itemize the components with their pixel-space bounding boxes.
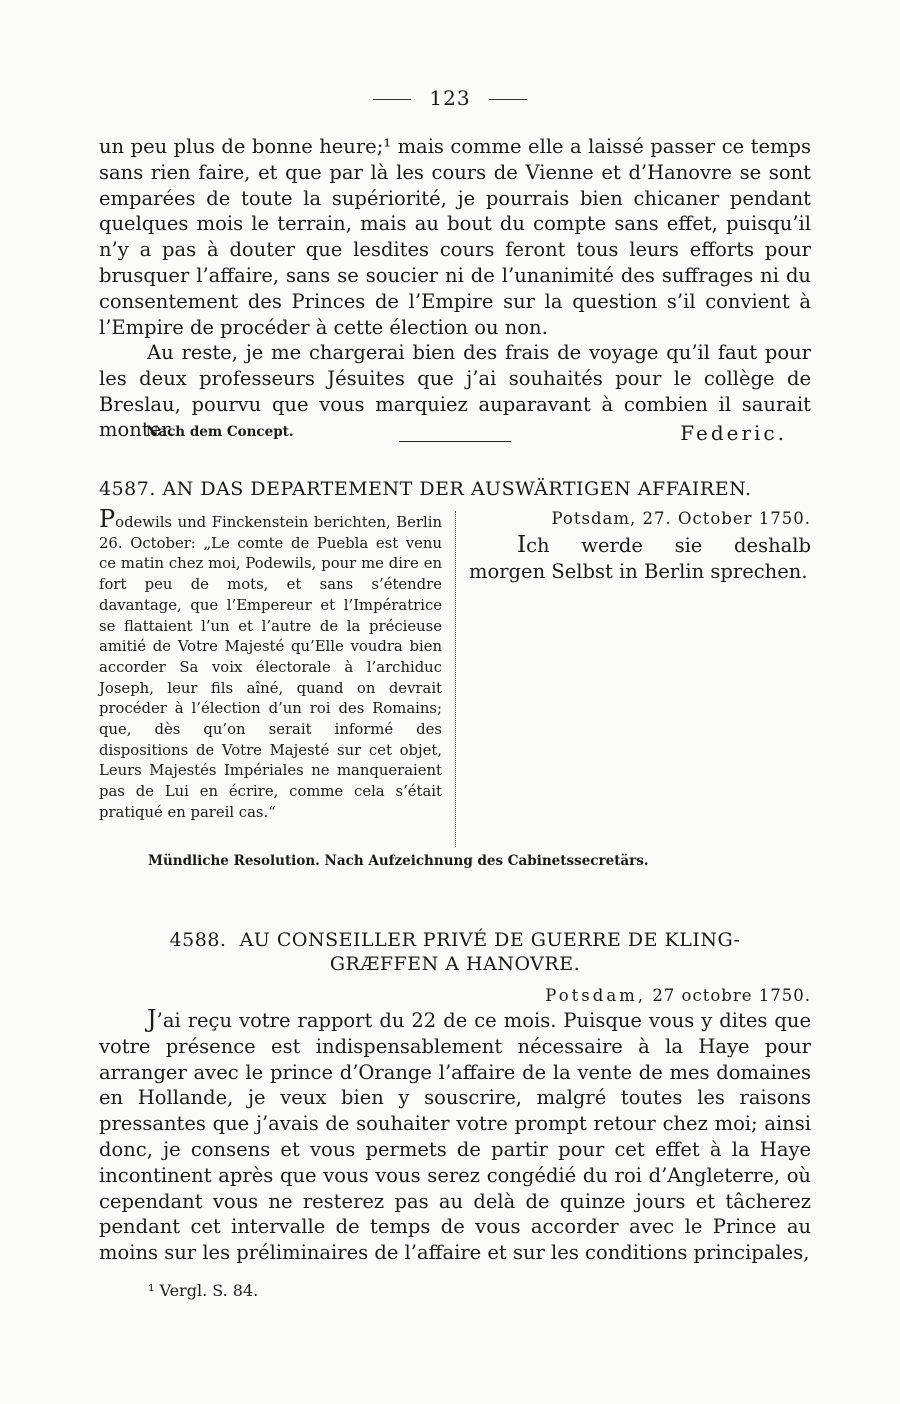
letter-4587-heading xyxy=(99,478,811,500)
report-summary: Podewils und Finckenstein berichten, Berlin 26. October: „Le comte de Puebla est venu ce matin chez moi, Podewils, pour me dire en fort peu de mots, et sans s’étendre davantage, que l’Empereur et l’Impératrice se flattaient l’un et l’autre de la précieuse amitié de Votre Majesté qu’Elle voudra bien accorder Sa voix électorale à l’archiduc Joseph, leur fils aîné, quand on devrait procéder à l’élection d’un roi des Romains; que, dès qu’on serait informé des dispositions de Votre Majesté sur cet objet, Leurs Majestés Impériales ne manqueraient pas de Lui en écrire, comme cela s’était pratiqué en pareil cas.“ xyxy=(99,505,442,821)
page-number: 123 xyxy=(429,86,471,110)
letter-4588-heading xyxy=(99,928,811,976)
resolution-text: Ich werde sie deshalb morgen Selbst in Berlin sprechen. xyxy=(469,532,811,583)
letter-closing xyxy=(99,421,811,447)
letter-4588-body: J’ai reçu votre rapport du 22 de ce mois. Puisque vous y dites que votre présence est indispensablement nécessaire à la Haye pour arranger avec le prince d’Orange l’affaire de la vente de mes domaines en Hollande, je veux bien y souscrire, malgré toutes les raisons pressantes que j’avais de souhaiter votre prompt retour chez moi; ainsi donc, je consens et vous permets de partir pour cet effet à la Haye incontinent après que vous vous serez congédié du roi d’Angleterre, où cependant vous ne resterez pas au delà de quinze jours et tâcherez pendant cet intervalle de temps de vous accorder avec le Prince au moins sur les préliminaires de l’affaire et sur les conditions principales, xyxy=(99,1005,811,1265)
title-line-2: GRÆFFEN A HANOVRE. xyxy=(329,953,581,975)
body-dropcap: J xyxy=(147,1005,157,1033)
footnote: ¹ Vergl. S. 84. xyxy=(148,1281,259,1300)
paragraph-1: un peu plus de bonne heure;¹ mais comme elle a laissé passer ce temps sans rien faire, et que par là les cours de Vienne et d’Hanovre se sont emparées de toute la supériorité, je pourrais bien chicaner pendant quelques mois le terrain, mais au bout du compte sans effet, puisqu’il n’y a pas à douter que lesdites cours feront tous leurs efforts pour brusquer l’affaire, sans se soucier ni de l’unanimité des suffrages ni du consentement des Princes de l’Empire sur la question s’il convient à l’Empire de procéder à cette élection ou non. xyxy=(99,135,811,339)
resolution-column xyxy=(469,509,811,585)
summary-dropcap: P xyxy=(99,505,116,533)
source-note: Mündliche Resolution. Nach Aufzeichnung des Cabinetssecretärs. xyxy=(148,853,649,869)
paragraph-2: Au reste, je me chargerai bien des frais de voyage qu’il faut pour les deux professeurs Jésuites que j’ai souhaités pour le collège de Breslau, pourvu que vous marquiez auparavant à combien il saurait monter. xyxy=(99,341,811,442)
signature: Federic. xyxy=(680,421,787,445)
dotted-divider xyxy=(455,511,456,847)
letter-title: AN DAS DEPARTEMENT DER AUSWÄRTIGEN AFFAIREN. xyxy=(162,478,752,500)
letter-date: Potsdam, 27. October 1750. xyxy=(551,509,811,528)
header-rule-left xyxy=(373,99,411,100)
header-rule-right xyxy=(489,99,527,100)
title-line-1: 4588. AU CONSEILLER PRIVÉ DE GUERRE DE KLING- xyxy=(169,929,741,951)
source-note: Nach dem Concept. xyxy=(146,424,294,440)
page-header xyxy=(0,86,900,110)
section-rule xyxy=(399,441,511,442)
letter-number: 4587. xyxy=(99,478,156,500)
letter-date: Potsdam, 27 octobre 1750. xyxy=(545,986,811,1005)
letter-4587-columns xyxy=(99,505,811,849)
body-dropcap: I xyxy=(517,532,527,558)
